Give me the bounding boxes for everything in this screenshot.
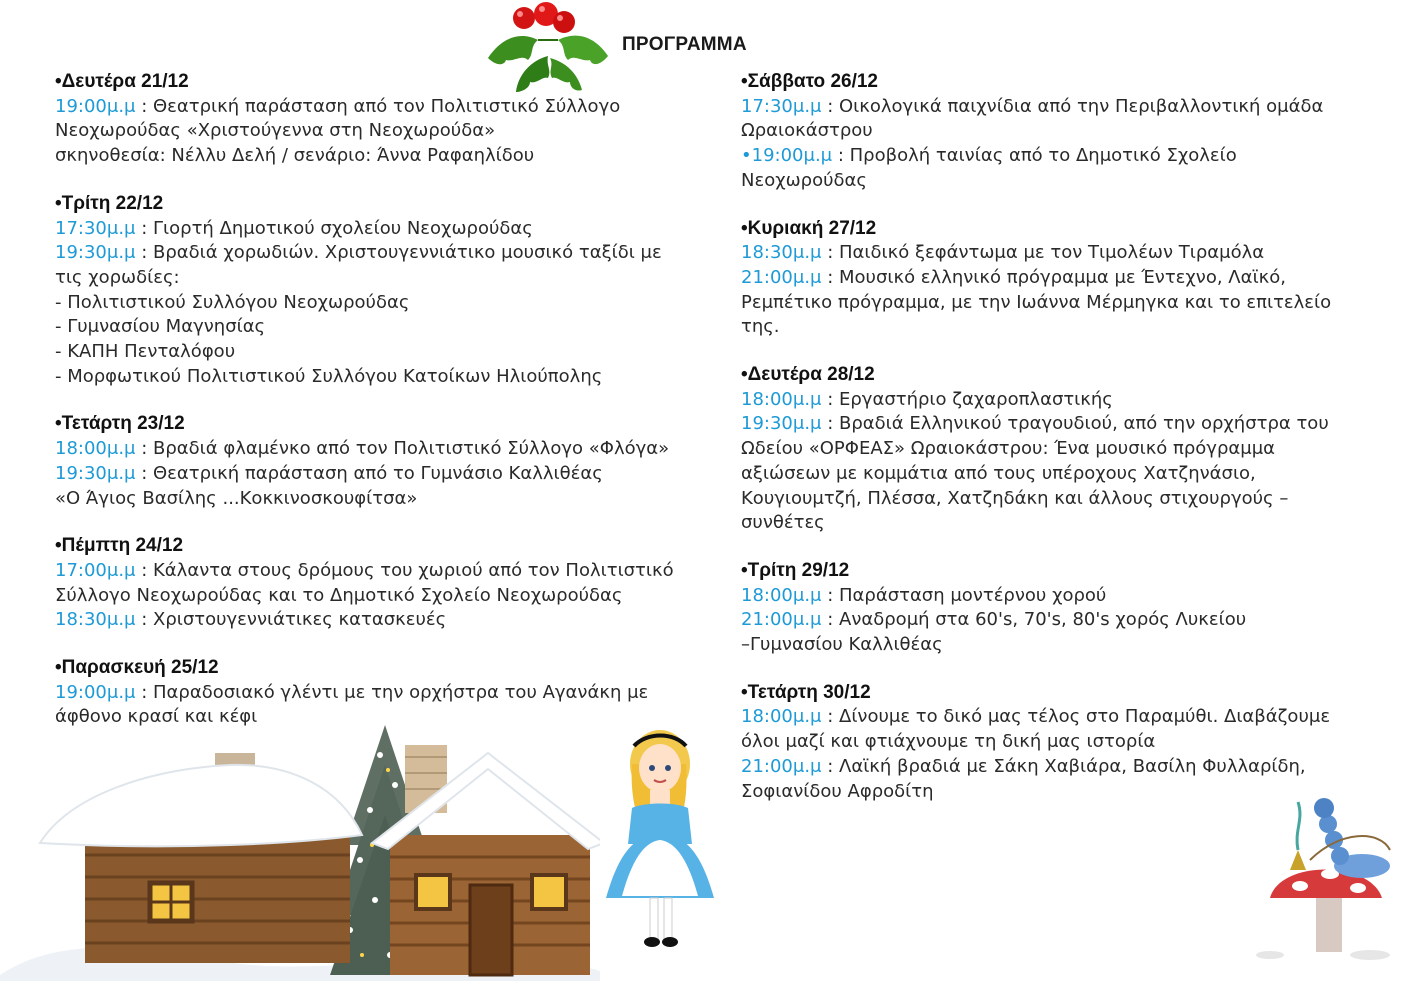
- list-item: - Μορφωτικού Πολιτιστικού Συλλόγου Κατοίκων Ηλιούπολης: [55, 365, 603, 387]
- day-heading: •Δευτέρα 28/12: [741, 364, 875, 386]
- event-text: : Βραδιά Ελληνικού τραγουδιού, από την ορχήστρα του: [821, 413, 1329, 435]
- list-item: - Γυμνασίου Μαγνησίας: [55, 316, 266, 338]
- day-heading: •Δευτέρα 21/12: [55, 71, 189, 92]
- day-heading: •Παρασκευή 25/12: [55, 657, 219, 679]
- event-text: : Δίνουμε το δικό μας τέλος στο Παραμύθι. Διαβάζουμε: [821, 706, 1331, 728]
- event-continuation: άφθονο κρασί και κέφι: [55, 706, 258, 728]
- event-continuation: Σοφιανίδου Αφροδίτη: [741, 780, 934, 802]
- event-time: 18:30μ.μ: [55, 609, 136, 631]
- event-line: [741, 388, 1391, 413]
- event-line: [741, 412, 1391, 437]
- event-time: 19:00μ.μ: [55, 681, 136, 703]
- event-text: : Βραδιά φλαμένκο από τον Πολιτιστικό Σύλλογο «Φλόγα»: [135, 438, 670, 460]
- event-continuation: αξιώσεων με κομμάτια από τους υπέροχους Χατζηνάσιο,: [741, 462, 1256, 484]
- event-text: : Χριστουγεννιάτικες κατασκευές: [135, 609, 447, 631]
- event-continuation: Νεοχωρούδας: [741, 169, 867, 191]
- day-block: [55, 534, 720, 633]
- event-text: : Προβολή ταινίας από το Δημοτικό Σχολείο: [832, 145, 1237, 167]
- day-block: [741, 681, 1391, 805]
- event-text: : Μουσικό ελληνικό πρόγραμμα με Έντεχνο, Λαϊκό,: [821, 266, 1286, 288]
- event-line: [741, 144, 1391, 169]
- event-line: [55, 462, 720, 487]
- event-line: [55, 95, 720, 120]
- day-block: [55, 70, 720, 169]
- day-heading: •Τρίτη 29/12: [741, 559, 850, 581]
- event-line: [55, 437, 720, 462]
- event-line: [55, 241, 720, 266]
- event-line: [741, 95, 1391, 120]
- event-text: : Θεατρική παράσταση από τον Πολιτιστικό Σύλλογο: [135, 95, 621, 117]
- program-column-right: [741, 70, 1391, 827]
- day-block: [55, 412, 720, 511]
- event-time: 18:00μ.μ: [741, 706, 822, 728]
- event-text: : Βραδιά χορωδιών. Χριστουγεννιάτικο μουσικό ταξίδι με: [135, 242, 662, 264]
- event-time: 18:00μ.μ: [741, 584, 822, 606]
- event-text: : Οικολογικά παιχνίδια από την Περιβαλλοντική ομάδα: [821, 95, 1324, 117]
- event-text: : Θεατρική παράσταση από το Γυμνάσιο Καλλιθέας: [135, 462, 603, 484]
- event-time: 18:00μ.μ: [741, 388, 822, 410]
- day-heading: •Τρίτη 22/12: [55, 192, 164, 214]
- event-continuation: Νεοχωρούδας «Χριστούγεννα στη Νεοχωρούδα»: [55, 120, 496, 142]
- event-time: 19:00μ.μ: [55, 95, 136, 117]
- event-time: 19:30μ.μ: [55, 242, 136, 264]
- event-continuation: –Γυμνασίου Καλλιθέας: [741, 634, 943, 656]
- event-text: : Λαϊκή βραδιά με Σάκη Χαβιάρα, Βασίλη Φυλλαρίδη,: [821, 755, 1306, 777]
- day-heading: •Κυριακή 27/12: [741, 217, 877, 239]
- day-block: [741, 70, 1391, 194]
- day-block: [55, 192, 720, 390]
- event-text: : Αναδρομή στα 60's, 70's, 80's χορός Λυκείου: [821, 609, 1247, 631]
- event-line: [55, 681, 720, 706]
- day-block: [741, 559, 1391, 658]
- event-time: 17:30μ.μ: [55, 217, 136, 239]
- event-continuation: Κουγιουμτζή, Πλέσσα, Χατζηδάκη και άλλους στιχουργούς –: [741, 487, 1289, 509]
- event-time: 17:00μ.μ: [55, 559, 136, 581]
- day-heading: •Σάββατο 26/12: [741, 71, 878, 92]
- alice-girl-illustration: [592, 724, 722, 952]
- event-continuation: Ρεμπέτικο πρόγραμμα, με την Ιωάννα Μέρμηγκα και το επιτελείο: [741, 291, 1332, 313]
- list-item: - Πολιτιστικού Συλλόγου Νεοχωρούδας: [55, 291, 410, 313]
- event-line: [741, 755, 1391, 780]
- event-continuation: όλοι μαζί και φτιάχνουμε τη δική μας ιστορία: [741, 731, 1156, 753]
- day-heading: •Τετάρτη 30/12: [741, 681, 871, 703]
- program-column-left: [55, 70, 720, 753]
- day-block: [741, 217, 1391, 341]
- event-line: [55, 217, 720, 242]
- day-block: [55, 656, 720, 730]
- snowy-cabins-illustration: [0, 725, 600, 981]
- event-line: [741, 266, 1391, 291]
- event-text: : Γιορτή Δημοτικού σχολείου Νεοχωρούδας: [135, 217, 533, 239]
- event-time: 17:30μ.μ: [741, 95, 822, 117]
- event-continuation: Σύλλογο Νεοχωρούδας και το Δημοτικό Σχολείο Νεοχωρούδας: [55, 584, 623, 606]
- event-continuation: σκηνοθεσία: Νέλλυ Δελή / σενάριο: Άννα Ραφαηλίδου: [55, 145, 535, 167]
- event-time: •19:00μ.μ: [741, 145, 833, 167]
- event-time: 21:00μ.μ: [741, 609, 822, 631]
- event-time: 19:30μ.μ: [55, 462, 136, 484]
- caterpillar-on-mushroom-illustration: [1250, 790, 1400, 962]
- event-line: [741, 608, 1391, 633]
- event-text: : Εργαστήριο ζαχαροπλαστικής: [821, 388, 1113, 410]
- event-time: 19:30μ.μ: [741, 413, 822, 435]
- page-title: ΠΡΟΓΡΑΜΜΑ: [622, 34, 747, 55]
- event-line: [741, 584, 1391, 609]
- event-continuation: της.: [741, 316, 780, 338]
- day-heading: •Πέμπτη 24/12: [55, 535, 184, 557]
- day-block: [741, 363, 1391, 536]
- event-time: 21:00μ.μ: [741, 755, 822, 777]
- event-text: : Παιδικό ξεφάντωμα με τον Τιμολέων Τιραμόλα: [821, 242, 1265, 264]
- event-line: [741, 241, 1391, 266]
- event-text: : Παραδοσιακό γλέντι με την ορχήστρα του Αγανάκη με: [135, 681, 649, 703]
- event-continuation: Ωραιοκάστρου: [741, 120, 873, 142]
- day-heading: •Τετάρτη 23/12: [55, 413, 185, 435]
- event-line: [55, 608, 720, 633]
- event-continuation: συνθέτες: [741, 512, 825, 534]
- event-time: 18:30μ.μ: [741, 242, 822, 264]
- event-time: 21:00μ.μ: [741, 266, 822, 288]
- event-continuation: Ωδείου «ΟΡΦΕΑΣ» Ωραιοκάστρου: Ένα μουσικό πρόγραμμα: [741, 438, 1276, 460]
- event-text: : Κάλαντα στους δρόμους του χωριού από τον Πολιτιστικό: [135, 559, 674, 581]
- event-continuation: «Ο Άγιος Βασίλης ...Κοκκινοσκουφίτσα»: [55, 487, 418, 509]
- event-text: : Παράσταση μοντέρνου χορού: [821, 584, 1107, 606]
- event-line: [741, 705, 1391, 730]
- event-line: [55, 559, 720, 584]
- event-continuation: τις χορωδίες:: [55, 266, 180, 288]
- event-time: 18:00μ.μ: [55, 438, 136, 460]
- list-item: - ΚΑΠΗ Πενταλόφου: [55, 341, 236, 363]
